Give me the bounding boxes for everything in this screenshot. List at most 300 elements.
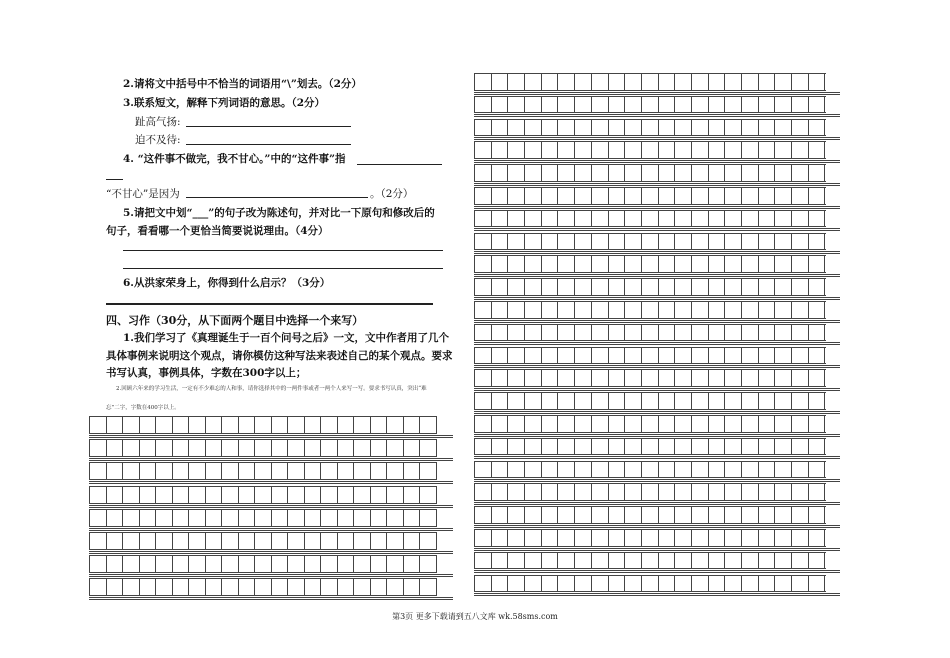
grid-cell[interactable] bbox=[354, 440, 371, 456]
grid-cell[interactable] bbox=[692, 553, 709, 569]
grid-cell[interactable] bbox=[575, 416, 592, 432]
grid-cell[interactable] bbox=[189, 533, 206, 549]
grid-cell[interactable] bbox=[609, 142, 626, 158]
grid-cell[interactable] bbox=[609, 302, 626, 318]
grid-cell[interactable] bbox=[508, 211, 525, 227]
grid-cell[interactable] bbox=[354, 556, 371, 572]
grid-cell[interactable] bbox=[659, 507, 676, 523]
grid-cell[interactable] bbox=[709, 165, 726, 181]
grid-cell[interactable] bbox=[173, 533, 190, 549]
grid-cell[interactable] bbox=[156, 533, 173, 549]
grid-cell[interactable] bbox=[742, 393, 759, 409]
grid-cell[interactable] bbox=[809, 211, 826, 227]
grid-cell[interactable] bbox=[675, 462, 692, 478]
grid-cell[interactable] bbox=[255, 510, 272, 526]
grid-cell[interactable] bbox=[625, 256, 642, 272]
grid-cell[interactable] bbox=[809, 97, 826, 113]
grid-cell[interactable] bbox=[189, 440, 206, 456]
grid-cell[interactable] bbox=[725, 120, 742, 136]
grid-cell[interactable] bbox=[792, 576, 809, 592]
grid-cell[interactable] bbox=[404, 556, 421, 572]
grid-cell[interactable] bbox=[592, 507, 609, 523]
grid-cell[interactable] bbox=[140, 510, 157, 526]
grid-cell[interactable] bbox=[321, 510, 338, 526]
grid-cell[interactable] bbox=[272, 556, 289, 572]
grid-cell[interactable] bbox=[508, 416, 525, 432]
grid-cell[interactable] bbox=[404, 440, 421, 456]
grid-cell[interactable] bbox=[508, 507, 525, 523]
grid-cell[interactable] bbox=[809, 370, 826, 386]
grid-cell[interactable] bbox=[709, 188, 726, 204]
grid-cell[interactable] bbox=[542, 439, 559, 455]
grid-cell[interactable] bbox=[123, 556, 140, 572]
grid-cell[interactable] bbox=[659, 97, 676, 113]
grid-cell[interactable] bbox=[321, 556, 338, 572]
grid-cell[interactable] bbox=[642, 416, 659, 432]
grid-cell[interactable] bbox=[625, 325, 642, 341]
grid-cell[interactable] bbox=[575, 439, 592, 455]
grid-cell[interactable] bbox=[371, 579, 388, 595]
grid-cell[interactable] bbox=[809, 416, 826, 432]
grid-cell[interactable] bbox=[625, 416, 642, 432]
grid-cell[interactable] bbox=[272, 579, 289, 595]
grid-cell[interactable] bbox=[189, 487, 206, 503]
grid-cell[interactable] bbox=[625, 188, 642, 204]
grid-cell[interactable] bbox=[173, 579, 190, 595]
grid-cell[interactable] bbox=[558, 97, 575, 113]
grid-cell[interactable] bbox=[709, 484, 726, 500]
grid-cell[interactable] bbox=[725, 165, 742, 181]
grid-cell[interactable] bbox=[759, 416, 776, 432]
grid-cell[interactable] bbox=[475, 279, 492, 295]
grid-cell[interactable] bbox=[659, 302, 676, 318]
grid-cell[interactable] bbox=[725, 462, 742, 478]
grid-cell[interactable] bbox=[387, 463, 404, 479]
grid-cell[interactable] bbox=[609, 325, 626, 341]
grid-cell[interactable] bbox=[775, 439, 792, 455]
grid-cell[interactable] bbox=[387, 440, 404, 456]
grid-cell[interactable] bbox=[354, 533, 371, 549]
grid-cell[interactable] bbox=[123, 579, 140, 595]
grid-cell[interactable] bbox=[659, 348, 676, 364]
grid-cell[interactable] bbox=[107, 556, 124, 572]
grid-cell[interactable] bbox=[742, 325, 759, 341]
grid-cell[interactable] bbox=[759, 97, 776, 113]
grid-cell[interactable] bbox=[542, 484, 559, 500]
grid-cell[interactable] bbox=[775, 256, 792, 272]
grid-cell[interactable] bbox=[272, 440, 289, 456]
grid-cell[interactable] bbox=[475, 576, 492, 592]
grid-cell[interactable] bbox=[609, 211, 626, 227]
grid-cell[interactable] bbox=[659, 416, 676, 432]
grid-cell[interactable] bbox=[692, 165, 709, 181]
grid-cell[interactable] bbox=[575, 74, 592, 90]
grid-cell[interactable] bbox=[675, 165, 692, 181]
grid-cell[interactable] bbox=[709, 370, 726, 386]
grid-cell[interactable] bbox=[575, 462, 592, 478]
grid-cell[interactable] bbox=[592, 74, 609, 90]
grid-cell[interactable] bbox=[492, 97, 509, 113]
grid-cell[interactable] bbox=[642, 142, 659, 158]
grid-cell[interactable] bbox=[492, 439, 509, 455]
grid-cell[interactable] bbox=[222, 510, 239, 526]
grid-cell[interactable] bbox=[709, 576, 726, 592]
grid-cell[interactable] bbox=[792, 484, 809, 500]
grid-cell[interactable] bbox=[625, 484, 642, 500]
grid-cell[interactable] bbox=[272, 487, 289, 503]
grid-cell[interactable] bbox=[492, 142, 509, 158]
grid-cell[interactable] bbox=[558, 370, 575, 386]
grid-cell[interactable] bbox=[675, 553, 692, 569]
grid-cell[interactable] bbox=[420, 487, 437, 503]
grid-cell[interactable] bbox=[525, 348, 542, 364]
grid-cell[interactable] bbox=[189, 510, 206, 526]
grid-cell[interactable] bbox=[659, 234, 676, 250]
grid-cell[interactable] bbox=[508, 370, 525, 386]
grid-cell[interactable] bbox=[725, 507, 742, 523]
grid-cell[interactable] bbox=[692, 576, 709, 592]
grid-cell[interactable] bbox=[709, 142, 726, 158]
grid-cell[interactable] bbox=[305, 440, 322, 456]
grid-cell[interactable] bbox=[542, 279, 559, 295]
grid-cell[interactable] bbox=[675, 325, 692, 341]
grid-cell[interactable] bbox=[387, 533, 404, 549]
grid-cell[interactable] bbox=[404, 463, 421, 479]
grid-cell[interactable] bbox=[675, 530, 692, 546]
grid-cell[interactable] bbox=[542, 234, 559, 250]
grid-cell[interactable] bbox=[759, 507, 776, 523]
grid-cell[interactable] bbox=[592, 553, 609, 569]
grid-cell[interactable] bbox=[239, 579, 256, 595]
grid-cell[interactable] bbox=[809, 393, 826, 409]
grid-cell[interactable] bbox=[525, 462, 542, 478]
grid-cell[interactable] bbox=[775, 530, 792, 546]
answer-line-q4-c[interactable] bbox=[186, 197, 368, 198]
grid-cell[interactable] bbox=[592, 256, 609, 272]
grid-cell[interactable] bbox=[609, 74, 626, 90]
grid-cell[interactable] bbox=[542, 74, 559, 90]
grid-cell[interactable] bbox=[625, 142, 642, 158]
grid-cell[interactable] bbox=[90, 579, 107, 595]
grid-cell[interactable] bbox=[792, 348, 809, 364]
grid-cell[interactable] bbox=[642, 553, 659, 569]
grid-cell[interactable] bbox=[542, 348, 559, 364]
grid-cell[interactable] bbox=[525, 416, 542, 432]
grid-cell[interactable] bbox=[338, 533, 355, 549]
grid-cell[interactable] bbox=[625, 393, 642, 409]
grid-cell[interactable] bbox=[387, 579, 404, 595]
grid-cell[interactable] bbox=[222, 463, 239, 479]
grid-cell[interactable] bbox=[525, 439, 542, 455]
grid-cell[interactable] bbox=[508, 279, 525, 295]
grid-cell[interactable] bbox=[809, 484, 826, 500]
grid-cell[interactable] bbox=[558, 530, 575, 546]
grid-cell[interactable] bbox=[725, 416, 742, 432]
grid-cell[interactable] bbox=[508, 120, 525, 136]
grid-cell[interactable] bbox=[642, 484, 659, 500]
grid-cell[interactable] bbox=[709, 234, 726, 250]
grid-cell[interactable] bbox=[709, 393, 726, 409]
grid-cell[interactable] bbox=[759, 348, 776, 364]
grid-cell[interactable] bbox=[709, 302, 726, 318]
grid-cell[interactable] bbox=[642, 325, 659, 341]
grid-cell[interactable] bbox=[642, 348, 659, 364]
grid-cell[interactable] bbox=[742, 370, 759, 386]
grid-cell[interactable] bbox=[123, 417, 140, 433]
grid-cell[interactable] bbox=[107, 510, 124, 526]
grid-cell[interactable] bbox=[475, 553, 492, 569]
grid-cell[interactable] bbox=[809, 302, 826, 318]
grid-cell[interactable] bbox=[792, 302, 809, 318]
grid-cell[interactable] bbox=[709, 530, 726, 546]
grid-cell[interactable] bbox=[542, 97, 559, 113]
grid-cell[interactable] bbox=[675, 576, 692, 592]
grid-cell[interactable] bbox=[592, 370, 609, 386]
answer-line-q5-b[interactable] bbox=[123, 268, 443, 269]
grid-cell[interactable] bbox=[156, 440, 173, 456]
grid-cell[interactable] bbox=[305, 510, 322, 526]
grid-cell[interactable] bbox=[492, 74, 509, 90]
grid-cell[interactable] bbox=[742, 74, 759, 90]
grid-cell[interactable] bbox=[508, 142, 525, 158]
grid-cell[interactable] bbox=[625, 576, 642, 592]
grid-cell[interactable] bbox=[475, 416, 492, 432]
grid-cell[interactable] bbox=[642, 530, 659, 546]
grid-cell[interactable] bbox=[90, 463, 107, 479]
grid-cell[interactable] bbox=[809, 165, 826, 181]
grid-cell[interactable] bbox=[525, 576, 542, 592]
grid-cell[interactable] bbox=[642, 165, 659, 181]
grid-cell[interactable] bbox=[288, 487, 305, 503]
grid-cell[interactable] bbox=[272, 417, 289, 433]
grid-cell[interactable] bbox=[742, 279, 759, 295]
grid-cell[interactable] bbox=[742, 188, 759, 204]
grid-cell[interactable] bbox=[475, 97, 492, 113]
grid-cell[interactable] bbox=[475, 211, 492, 227]
grid-cell[interactable] bbox=[775, 97, 792, 113]
grid-cell[interactable] bbox=[725, 256, 742, 272]
grid-cell[interactable] bbox=[508, 256, 525, 272]
grid-cell[interactable] bbox=[709, 325, 726, 341]
grid-cell[interactable] bbox=[156, 556, 173, 572]
grid-cell[interactable] bbox=[558, 211, 575, 227]
grid-cell[interactable] bbox=[492, 370, 509, 386]
grid-cell[interactable] bbox=[809, 188, 826, 204]
grid-cell[interactable] bbox=[305, 487, 322, 503]
grid-cell[interactable] bbox=[775, 370, 792, 386]
grid-cell[interactable] bbox=[742, 142, 759, 158]
grid-cell[interactable] bbox=[692, 74, 709, 90]
grid-cell[interactable] bbox=[609, 348, 626, 364]
grid-cell[interactable] bbox=[759, 393, 776, 409]
grid-cell[interactable] bbox=[508, 74, 525, 90]
grid-cell[interactable] bbox=[542, 325, 559, 341]
grid-cell[interactable] bbox=[222, 417, 239, 433]
answer-line-q4-a[interactable] bbox=[357, 164, 442, 165]
grid-cell[interactable] bbox=[592, 576, 609, 592]
grid-cell[interactable] bbox=[272, 533, 289, 549]
grid-cell[interactable] bbox=[709, 462, 726, 478]
grid-cell[interactable] bbox=[558, 348, 575, 364]
grid-cell[interactable] bbox=[140, 579, 157, 595]
grid-cell[interactable] bbox=[525, 97, 542, 113]
grid-cell[interactable] bbox=[692, 462, 709, 478]
grid-cell[interactable] bbox=[792, 165, 809, 181]
grid-cell[interactable] bbox=[592, 439, 609, 455]
grid-cell[interactable] bbox=[123, 533, 140, 549]
grid-cell[interactable] bbox=[475, 530, 492, 546]
grid-cell[interactable] bbox=[759, 188, 776, 204]
grid-cell[interactable] bbox=[759, 74, 776, 90]
grid-cell[interactable] bbox=[206, 417, 223, 433]
grid-cell[interactable] bbox=[725, 325, 742, 341]
grid-cell[interactable] bbox=[692, 188, 709, 204]
grid-cell[interactable] bbox=[792, 370, 809, 386]
grid-cell[interactable] bbox=[338, 417, 355, 433]
grid-cell[interactable] bbox=[288, 463, 305, 479]
grid-cell[interactable] bbox=[525, 393, 542, 409]
grid-cell[interactable] bbox=[792, 188, 809, 204]
grid-cell[interactable] bbox=[725, 484, 742, 500]
grid-cell[interactable] bbox=[709, 507, 726, 523]
grid-cell[interactable] bbox=[725, 211, 742, 227]
grid-cell[interactable] bbox=[725, 279, 742, 295]
grid-cell[interactable] bbox=[775, 211, 792, 227]
grid-cell[interactable] bbox=[692, 234, 709, 250]
grid-cell[interactable] bbox=[692, 370, 709, 386]
grid-cell[interactable] bbox=[371, 417, 388, 433]
grid-cell[interactable] bbox=[592, 462, 609, 478]
grid-cell[interactable] bbox=[659, 370, 676, 386]
grid-cell[interactable] bbox=[475, 325, 492, 341]
grid-cell[interactable] bbox=[575, 97, 592, 113]
grid-cell[interactable] bbox=[642, 393, 659, 409]
grid-cell[interactable] bbox=[725, 530, 742, 546]
grid-cell[interactable] bbox=[492, 302, 509, 318]
grid-cell[interactable] bbox=[575, 393, 592, 409]
grid-cell[interactable] bbox=[659, 211, 676, 227]
grid-cell[interactable] bbox=[305, 556, 322, 572]
grid-cell[interactable] bbox=[759, 530, 776, 546]
grid-cell[interactable] bbox=[775, 348, 792, 364]
grid-cell[interactable] bbox=[659, 530, 676, 546]
grid-cell[interactable] bbox=[725, 74, 742, 90]
grid-cell[interactable] bbox=[725, 393, 742, 409]
grid-cell[interactable] bbox=[371, 463, 388, 479]
grid-cell[interactable] bbox=[692, 416, 709, 432]
grid-cell[interactable] bbox=[140, 556, 157, 572]
grid-cell[interactable] bbox=[475, 462, 492, 478]
grid-cell[interactable] bbox=[675, 393, 692, 409]
grid-cell[interactable] bbox=[354, 487, 371, 503]
grid-cell[interactable] bbox=[239, 487, 256, 503]
grid-cell[interactable] bbox=[492, 325, 509, 341]
grid-cell[interactable] bbox=[625, 302, 642, 318]
grid-cell[interactable] bbox=[759, 142, 776, 158]
grid-cell[interactable] bbox=[508, 439, 525, 455]
grid-cell[interactable] bbox=[709, 74, 726, 90]
grid-cell[interactable] bbox=[475, 370, 492, 386]
grid-cell[interactable] bbox=[609, 393, 626, 409]
grid-cell[interactable] bbox=[642, 234, 659, 250]
grid-cell[interactable] bbox=[675, 416, 692, 432]
grid-cell[interactable] bbox=[659, 484, 676, 500]
grid-cell[interactable] bbox=[107, 487, 124, 503]
grid-cell[interactable] bbox=[625, 530, 642, 546]
grid-cell[interactable] bbox=[575, 142, 592, 158]
grid-cell[interactable] bbox=[625, 97, 642, 113]
grid-cell[interactable] bbox=[542, 416, 559, 432]
grid-cell[interactable] bbox=[709, 120, 726, 136]
grid-cell[interactable] bbox=[525, 120, 542, 136]
grid-cell[interactable] bbox=[575, 256, 592, 272]
grid-cell[interactable] bbox=[659, 120, 676, 136]
grid-cell[interactable] bbox=[742, 120, 759, 136]
grid-cell[interactable] bbox=[592, 188, 609, 204]
grid-cell[interactable] bbox=[239, 417, 256, 433]
grid-cell[interactable] bbox=[321, 463, 338, 479]
grid-cell[interactable] bbox=[321, 440, 338, 456]
grid-cell[interactable] bbox=[692, 302, 709, 318]
grid-cell[interactable] bbox=[675, 439, 692, 455]
grid-cell[interactable] bbox=[609, 120, 626, 136]
grid-cell[interactable] bbox=[354, 510, 371, 526]
grid-cell[interactable] bbox=[625, 211, 642, 227]
grid-cell[interactable] bbox=[775, 393, 792, 409]
grid-cell[interactable] bbox=[288, 510, 305, 526]
grid-cell[interactable] bbox=[508, 188, 525, 204]
grid-cell[interactable] bbox=[592, 279, 609, 295]
grid-cell[interactable] bbox=[609, 97, 626, 113]
grid-cell[interactable] bbox=[371, 487, 388, 503]
grid-cell[interactable] bbox=[222, 487, 239, 503]
grid-cell[interactable] bbox=[575, 370, 592, 386]
grid-cell[interactable] bbox=[592, 348, 609, 364]
grid-cell[interactable] bbox=[725, 188, 742, 204]
grid-cell[interactable] bbox=[609, 165, 626, 181]
grid-cell[interactable] bbox=[659, 439, 676, 455]
grid-cell[interactable] bbox=[371, 556, 388, 572]
grid-cell[interactable] bbox=[558, 393, 575, 409]
grid-cell[interactable] bbox=[675, 484, 692, 500]
grid-cell[interactable] bbox=[558, 74, 575, 90]
grid-cell[interactable] bbox=[525, 279, 542, 295]
grid-cell[interactable] bbox=[475, 484, 492, 500]
grid-cell[interactable] bbox=[709, 256, 726, 272]
grid-cell[interactable] bbox=[759, 302, 776, 318]
grid-cell[interactable] bbox=[508, 302, 525, 318]
grid-cell[interactable] bbox=[525, 302, 542, 318]
grid-cell[interactable] bbox=[206, 579, 223, 595]
grid-cell[interactable] bbox=[492, 165, 509, 181]
grid-cell[interactable] bbox=[809, 74, 826, 90]
grid-cell[interactable] bbox=[709, 279, 726, 295]
grid-cell[interactable] bbox=[592, 325, 609, 341]
grid-cell[interactable] bbox=[725, 370, 742, 386]
grid-cell[interactable] bbox=[558, 507, 575, 523]
grid-cell[interactable] bbox=[759, 325, 776, 341]
grid-cell[interactable] bbox=[659, 256, 676, 272]
grid-cell[interactable] bbox=[404, 533, 421, 549]
grid-cell[interactable] bbox=[542, 211, 559, 227]
grid-cell[interactable] bbox=[492, 188, 509, 204]
grid-cell[interactable] bbox=[742, 165, 759, 181]
grid-cell[interactable] bbox=[222, 440, 239, 456]
grid-cell[interactable] bbox=[759, 256, 776, 272]
grid-cell[interactable] bbox=[592, 530, 609, 546]
grid-cell[interactable] bbox=[255, 556, 272, 572]
grid-cell[interactable] bbox=[492, 576, 509, 592]
